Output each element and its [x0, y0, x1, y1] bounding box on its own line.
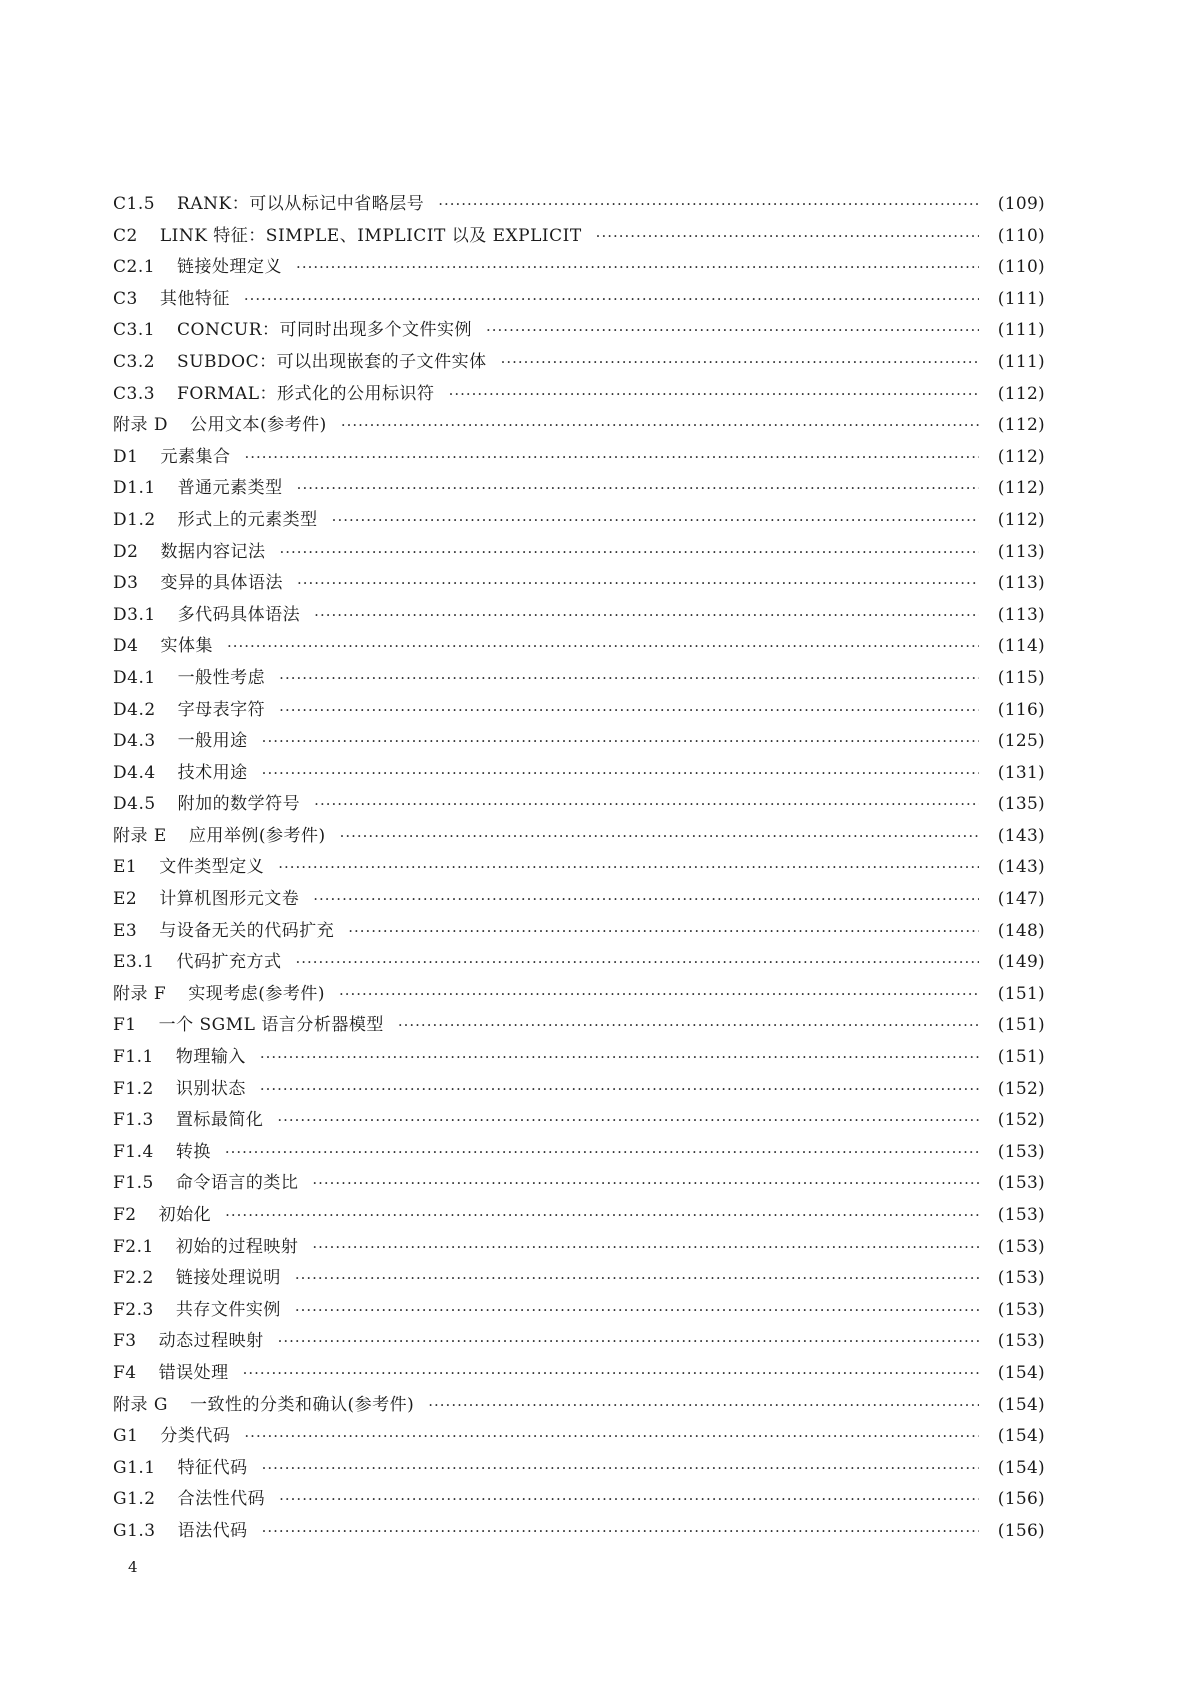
toc-entry-page: (125) — [997, 731, 1045, 752]
dot-leader — [279, 537, 979, 569]
toc-entry-number: E3.1 — [113, 952, 155, 973]
toc-entry — [113, 442, 1045, 474]
toc-entry-page: (154) — [997, 1426, 1045, 1447]
toc-entry-title: 文件类型定义 — [159, 857, 265, 878]
toc-entry-page: (113) — [997, 541, 1045, 562]
toc-entry-page: (153) — [997, 1268, 1045, 1289]
dot-leader — [260, 1074, 979, 1106]
toc-entry — [113, 1516, 1045, 1548]
toc-entry — [113, 284, 1045, 316]
toc-entry — [113, 1074, 1045, 1106]
toc-entry — [113, 221, 1045, 253]
toc-entry-page: (112) — [997, 415, 1045, 436]
toc-entry-page: (153) — [997, 1141, 1045, 1162]
toc-entry — [113, 979, 1045, 1011]
toc-entry-number: E2 — [113, 889, 138, 910]
toc-entry-title: 一个 SGML 语言分析器模型 — [158, 1015, 384, 1036]
toc-entry — [113, 821, 1045, 853]
toc-entry-title: 链接处理说明 — [175, 1268, 281, 1289]
toc-entry-title: 共存文件实例 — [175, 1299, 281, 1320]
toc-entry-number: E3 — [113, 920, 138, 941]
toc-entry-page: (154) — [997, 1362, 1045, 1383]
dot-leader — [279, 1484, 979, 1516]
toc-entry-number: D3.1 — [113, 604, 156, 625]
toc-entry-number: F3 — [113, 1331, 137, 1352]
toc-entry-number: F1.3 — [113, 1110, 154, 1131]
toc-entry-title: 元素集合 — [160, 446, 231, 467]
toc-entry — [113, 631, 1045, 663]
toc-entry-page: (112) — [997, 509, 1045, 530]
dot-leader — [312, 1232, 979, 1264]
toc-entry — [113, 537, 1045, 569]
dot-leader — [244, 1421, 979, 1453]
toc-entry — [113, 347, 1045, 379]
toc-entry-title: 变异的具体语法 — [160, 573, 283, 594]
dot-leader — [398, 1010, 979, 1042]
toc-entry-title: 字母表字符 — [177, 699, 266, 720]
toc-entry — [113, 1390, 1045, 1422]
toc-entry-page: (111) — [997, 320, 1045, 341]
toc-entry-page: (153) — [997, 1236, 1045, 1257]
toc-entry-page: (113) — [997, 573, 1045, 594]
dot-leader — [244, 284, 979, 316]
toc-entry-title: 合法性代码 — [177, 1489, 266, 1510]
dot-leader — [297, 568, 979, 600]
toc-entry-number: D4.2 — [113, 699, 156, 720]
dot-leader — [278, 852, 979, 884]
toc-entry-number: C2.1 — [113, 257, 156, 278]
toc-entry-page: (153) — [997, 1331, 1045, 1352]
toc-entry-page: (109) — [997, 194, 1045, 214]
toc-entry-page: (116) — [997, 699, 1045, 720]
toc-entry-number: C3 — [113, 288, 138, 309]
toc-entry-page: (151) — [997, 983, 1045, 1004]
dot-leader — [277, 1105, 979, 1137]
toc-entry — [113, 1358, 1045, 1390]
toc-entry-title: 实体集 — [160, 636, 213, 657]
toc-entry-page: (115) — [997, 667, 1045, 688]
toc-entry — [113, 315, 1045, 347]
toc-entry-title: 动态过程映射 — [158, 1331, 264, 1352]
toc-entry — [113, 252, 1045, 284]
dot-leader — [260, 1042, 979, 1074]
dot-leader — [279, 695, 979, 727]
toc-entry-number: D1.2 — [113, 509, 156, 530]
toc-entry-page: (110) — [997, 225, 1045, 246]
toc-entry-title: 物理输入 — [175, 1047, 246, 1068]
toc-entry-title: 链接处理定义 — [177, 257, 283, 278]
toc-entry-page: (112) — [997, 383, 1045, 404]
toc-entry — [113, 189, 1045, 221]
toc-entry-page: (154) — [997, 1394, 1045, 1415]
toc-entry-number: 附录 D — [113, 415, 169, 436]
toc-entry-number: D3 — [113, 573, 139, 594]
toc-entry-number: F2 — [113, 1205, 137, 1225]
dot-leader — [227, 631, 979, 663]
toc-entry-number: F4 — [113, 1362, 137, 1383]
toc-entry-number: D4.5 — [113, 794, 156, 815]
toc-entry-number: D4.3 — [113, 731, 156, 752]
toc-entry-page: (151) — [997, 1015, 1045, 1036]
dot-leader — [596, 221, 979, 253]
toc-entry-title: 形式上的元素类型 — [177, 509, 318, 530]
toc-entry-title: SUBDOC：可以出现嵌套的子文件实体 — [177, 351, 487, 372]
toc-entry — [113, 1168, 1045, 1200]
toc-entry-page: (135) — [997, 794, 1045, 815]
toc-entry-title: 识别状态 — [175, 1078, 246, 1099]
toc-entry-page: (111) — [997, 288, 1045, 309]
toc-entry-number: D1.1 — [113, 478, 156, 499]
dot-leader — [278, 1326, 979, 1358]
toc-entry-number: F1.4 — [113, 1141, 154, 1162]
toc-entry-number: G1.3 — [113, 1520, 156, 1541]
toc-entry-title: 错误处理 — [158, 1362, 229, 1383]
toc-entry-number: 附录 G — [113, 1394, 168, 1415]
toc-entry — [113, 600, 1045, 632]
toc-entry — [113, 505, 1045, 537]
toc-entry-title: 一般用途 — [177, 731, 248, 752]
dot-leader — [314, 789, 979, 821]
dot-leader — [313, 884, 979, 916]
toc-entry — [113, 1484, 1045, 1516]
dot-leader — [295, 1295, 979, 1327]
dot-leader — [312, 1168, 979, 1200]
toc-entry-number: G1 — [113, 1426, 139, 1447]
toc-entry — [113, 884, 1045, 916]
dot-leader — [339, 979, 979, 1011]
toc-entry-number: F1.2 — [113, 1078, 154, 1099]
toc-entry-number: C3.1 — [113, 320, 156, 341]
toc-entry-number: E1 — [113, 857, 138, 878]
toc-entry-title: 一致性的分类和确认(参考件) — [189, 1394, 415, 1415]
toc-entry-number: D4.1 — [113, 667, 156, 688]
toc-entry-number: C3.3 — [113, 383, 156, 404]
toc-entry — [113, 1421, 1045, 1453]
toc-entry — [113, 789, 1045, 821]
dot-leader — [297, 473, 979, 505]
dot-leader — [348, 916, 979, 948]
toc-entry-page: (152) — [997, 1078, 1045, 1099]
dot-leader — [225, 1137, 979, 1169]
toc-entry — [113, 726, 1045, 758]
toc-entry-title: FORMAL：形式化的公用标识符 — [177, 383, 435, 404]
toc-entry-page: (112) — [997, 446, 1045, 467]
toc-entry — [113, 663, 1045, 695]
dot-leader — [341, 410, 979, 442]
toc-entry-title: 技术用途 — [177, 762, 248, 783]
toc-entry-page: (143) — [997, 825, 1045, 846]
toc-entry — [113, 379, 1045, 411]
toc-entry — [113, 695, 1045, 727]
toc-entry-title: 附加的数学符号 — [177, 794, 301, 815]
dot-leader — [262, 758, 979, 790]
toc-entry-title: 应用举例(参考件) — [188, 825, 326, 846]
toc-entry-title: 分类代码 — [160, 1426, 231, 1447]
toc-entry-number: D1 — [113, 446, 139, 467]
toc-entry-title: 数据内容记法 — [160, 541, 266, 562]
dot-leader — [296, 252, 979, 284]
toc-entry-page: (148) — [997, 920, 1045, 941]
toc-entry — [113, 1042, 1045, 1074]
dot-leader — [501, 347, 979, 379]
toc-entry-page: (110) — [997, 257, 1045, 278]
toc-entry-title: 初始化 — [158, 1205, 212, 1225]
dot-leader — [332, 505, 979, 537]
dot-leader — [340, 821, 979, 853]
toc-entry-number: D2 — [113, 541, 139, 562]
toc-entry — [113, 1010, 1045, 1042]
toc-entry — [113, 1200, 1045, 1232]
dot-leader — [225, 1200, 979, 1232]
toc-entry-page: (153) — [997, 1173, 1045, 1194]
toc-entry — [113, 1137, 1045, 1169]
toc-entry-page: (147) — [997, 889, 1045, 910]
toc-entry-number: C2 — [113, 225, 138, 246]
toc-entry — [113, 1232, 1045, 1264]
toc-entry-number: F1.1 — [113, 1047, 154, 1068]
toc-entry — [113, 1263, 1045, 1295]
toc-entry — [113, 1105, 1045, 1137]
toc-entry-number: F2.2 — [113, 1268, 154, 1289]
dot-leader — [438, 189, 979, 221]
toc-entry-title: 一般性考虑 — [177, 667, 266, 688]
toc-entry-title: 计算机图形元文卷 — [159, 889, 300, 910]
dot-leader — [486, 315, 979, 347]
toc-entry-title: 其他特征 — [159, 288, 230, 309]
dot-leader — [314, 600, 979, 632]
toc-entry — [113, 568, 1045, 600]
toc-entry — [113, 1295, 1045, 1327]
dot-leader — [262, 1453, 979, 1485]
toc-entry — [113, 758, 1045, 790]
toc-entry-title: 特征代码 — [177, 1457, 248, 1478]
toc-entry-number: F2.1 — [113, 1236, 154, 1257]
toc-entry-page: (151) — [997, 1047, 1045, 1068]
page-number: 4 — [128, 1558, 138, 1576]
toc-entry — [113, 410, 1045, 442]
toc-entry-title: 命令语言的类比 — [175, 1173, 299, 1194]
toc-entry-title: 普通元素类型 — [177, 478, 283, 499]
toc-entry-page: (112) — [997, 478, 1045, 499]
toc-entry — [113, 1453, 1045, 1485]
toc-entry-title: 实现考虑(参考件) — [188, 983, 325, 1004]
toc-entry-page: (156) — [997, 1489, 1045, 1510]
toc-entry-title: 公用文本(参考件) — [190, 415, 327, 436]
dot-leader — [428, 1390, 979, 1422]
toc-entry-number: D4 — [113, 636, 139, 657]
toc-entry-number: 附录 E — [113, 825, 167, 846]
toc-entry-page: (114) — [997, 636, 1045, 657]
dot-leader — [243, 1358, 979, 1390]
toc-entry-page: (154) — [997, 1457, 1045, 1478]
toc-entry-number: 附录 F — [113, 983, 167, 1004]
toc-entry-page: (149) — [997, 952, 1045, 973]
toc-entry-number: F2.3 — [113, 1299, 154, 1320]
toc-entry-title: RANK：可以从标记中省略层号 — [177, 194, 425, 214]
toc-entry-page: (111) — [997, 351, 1045, 372]
toc-entry-page: (113) — [997, 604, 1045, 625]
toc-entry-page: (153) — [997, 1205, 1045, 1225]
toc-entry-title: CONCUR：可同时出现多个文件实例 — [177, 320, 472, 341]
toc-entry-title: 多代码具体语法 — [177, 604, 301, 625]
toc-entry-title: 初始的过程映射 — [175, 1236, 299, 1257]
dot-leader — [449, 379, 979, 411]
toc-entry-title: 语法代码 — [177, 1520, 248, 1541]
toc-entry-number: D4.4 — [113, 762, 156, 783]
dot-leader — [295, 1263, 979, 1295]
toc-entry-page: (156) — [997, 1520, 1045, 1541]
toc-entry-title: 置标最简化 — [175, 1110, 264, 1131]
table-of-contents — [113, 189, 1045, 1548]
toc-entry — [113, 947, 1045, 979]
toc-entry-page: (153) — [997, 1299, 1045, 1320]
toc-entry-number: C1.5 — [113, 194, 156, 214]
toc-entry — [113, 1326, 1045, 1358]
toc-entry-title: 与设备无关的代码扩充 — [159, 920, 335, 941]
toc-entry-title: 转换 — [175, 1141, 211, 1162]
toc-entry-page: (131) — [997, 762, 1045, 783]
toc-entry-page: (152) — [997, 1110, 1045, 1131]
toc-entry-number: F1.5 — [113, 1173, 154, 1194]
toc-entry-number: F1 — [113, 1015, 137, 1036]
toc-entry — [113, 473, 1045, 505]
dot-leader — [295, 947, 979, 979]
toc-entry — [113, 852, 1045, 884]
toc-entry-title: LINK 特征：SIMPLE、IMPLICIT 以及 EXPLICIT — [159, 225, 582, 246]
toc-entry-number: C3.2 — [113, 351, 156, 372]
toc-entry-number: G1.1 — [113, 1457, 156, 1478]
dot-leader — [279, 663, 979, 695]
dot-leader — [244, 442, 979, 474]
toc-entry — [113, 916, 1045, 948]
toc-entry-number: G1.2 — [113, 1489, 156, 1510]
dot-leader — [262, 1516, 979, 1548]
toc-entry-title: 代码扩充方式 — [176, 952, 282, 973]
dot-leader — [262, 726, 979, 758]
toc-entry-page: (143) — [997, 857, 1045, 878]
